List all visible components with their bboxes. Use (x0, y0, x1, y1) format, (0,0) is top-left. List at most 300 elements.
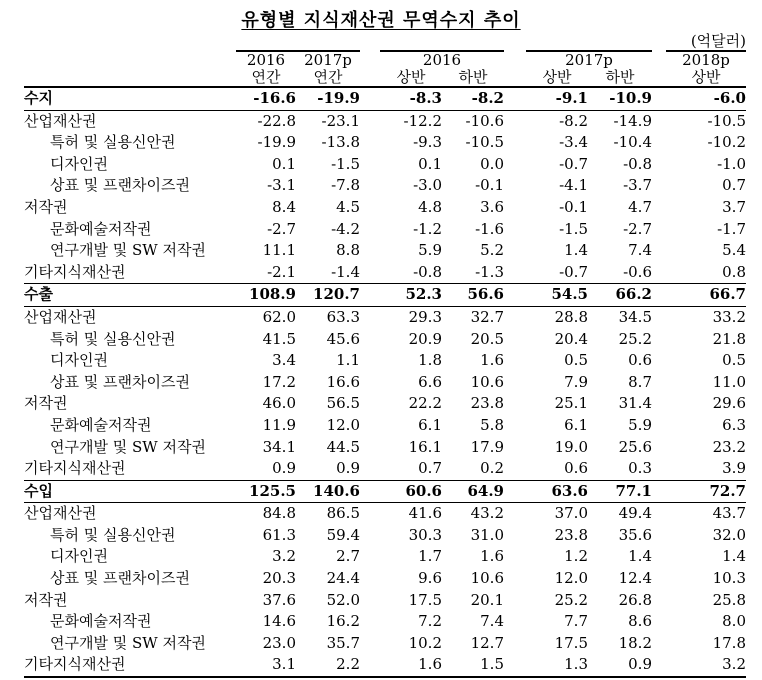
spacer-cell (360, 372, 380, 394)
value-cell: 11.1 (262, 241, 296, 260)
value-cell: 12.4 (618, 569, 652, 588)
value-cell: -1.5 (331, 154, 360, 173)
row-label: 디자인권 (50, 351, 108, 370)
row-label: 연구개발 및 SW 저작권 (50, 437, 206, 456)
value-cell: 5.9 (418, 241, 442, 260)
value-cell: 44.5 (326, 437, 360, 456)
spacer-cell (652, 262, 666, 284)
value-cell: 2.7 (336, 547, 360, 566)
row-label: 문화예술저작권 (50, 415, 152, 434)
spacer-cell (504, 329, 526, 351)
value-cell: -14.9 (613, 111, 652, 130)
spacer-cell (504, 458, 526, 480)
value-cell: 4.7 (628, 197, 652, 216)
value-cell: 11.0 (712, 372, 746, 391)
value-cell: 24.4 (326, 569, 360, 588)
value-cell: -10.6 (465, 111, 504, 130)
value-cell: 64.9 (442, 480, 504, 503)
value-cell: -7.8 (331, 176, 360, 195)
total-row (24, 87, 746, 110)
header-year: 2017p (296, 51, 360, 69)
value-cell: 125.5 (236, 480, 296, 503)
value-cell: 7.9 (564, 372, 588, 391)
value-cell: -1.0 (717, 154, 746, 173)
value-cell: 12.0 (326, 415, 360, 434)
spacer-cell (504, 219, 526, 241)
table-row (24, 175, 746, 197)
table-row (24, 240, 746, 262)
value-cell: 7.7 (564, 612, 588, 631)
value-cell: 1.5 (442, 654, 504, 677)
value-cell: 29.6 (712, 394, 746, 413)
spacer-cell (360, 654, 380, 677)
value-cell: 12.0 (554, 569, 588, 588)
value-cell: 1.8 (418, 351, 442, 370)
row-label: 저작권 (24, 590, 68, 609)
value-cell: 20.3 (262, 569, 296, 588)
table-row (24, 437, 746, 459)
value-cell: 1.4 (722, 547, 746, 566)
table-row (24, 262, 746, 284)
spacer-cell (360, 437, 380, 459)
row-label: 기타지식재산권 (24, 262, 126, 281)
spacer-cell (652, 197, 666, 219)
row-label: 수입 (24, 480, 236, 503)
spacer-cell (504, 654, 526, 677)
header-period-row (24, 69, 746, 87)
value-cell: 41.5 (262, 329, 296, 348)
spacer-cell (652, 525, 666, 547)
value-cell: 41.6 (408, 504, 442, 523)
row-label: 연구개발 및 SW 저작권 (50, 633, 206, 652)
value-cell: 0.7 (418, 459, 442, 478)
value-cell: 33.2 (712, 307, 746, 326)
total-row (24, 480, 746, 503)
spacer-cell (504, 175, 526, 197)
value-cell: 0.6 (628, 351, 652, 370)
value-cell: 1.6 (380, 654, 442, 677)
spacer-cell (504, 350, 526, 372)
value-cell: 63.3 (326, 307, 360, 326)
value-cell: 0.9 (272, 459, 296, 478)
value-cell: 4.5 (336, 197, 360, 216)
spacer-cell (652, 393, 666, 415)
table-row (24, 590, 746, 612)
spacer-cell (652, 633, 666, 655)
header-period: 연간 (296, 69, 360, 87)
value-cell: 54.5 (526, 284, 588, 307)
value-cell: 32.7 (470, 307, 504, 326)
value-cell: 23.0 (262, 633, 296, 652)
table-row (24, 372, 746, 394)
value-cell: 43.2 (470, 504, 504, 523)
spacer-cell (652, 219, 666, 241)
row-label: 상표 및 프랜차이즈권 (50, 569, 190, 588)
value-cell: 1.6 (480, 547, 504, 566)
spacer-cell (652, 415, 666, 437)
spacer-cell (360, 525, 380, 547)
value-cell: -9.1 (526, 87, 588, 110)
value-cell: 108.9 (236, 284, 296, 307)
value-cell: -0.8 (413, 262, 442, 281)
value-cell: 8.8 (336, 241, 360, 260)
spacer-cell (652, 503, 666, 525)
spacer-cell (504, 611, 526, 633)
value-cell: 0.9 (336, 459, 360, 478)
header-year: 2017p (526, 51, 652, 69)
value-cell: -3.7 (623, 176, 652, 195)
value-cell: 16.1 (408, 437, 442, 456)
spacer-cell (360, 306, 380, 328)
row-label: 특허 및 실용신안권 (50, 525, 176, 544)
spacer-cell (652, 284, 666, 307)
value-cell: 22.2 (408, 394, 442, 413)
table-row (24, 458, 746, 480)
spacer-cell (652, 437, 666, 459)
value-cell: 16.6 (326, 372, 360, 391)
table-row (24, 525, 746, 547)
value-cell: 0.9 (588, 654, 652, 677)
value-cell: 17.2 (262, 372, 296, 391)
row-label: 수지 (24, 87, 236, 110)
spacer-cell (504, 132, 526, 154)
value-cell: 1.1 (336, 351, 360, 370)
value-cell: 20.5 (470, 329, 504, 348)
spacer-cell (504, 372, 526, 394)
value-cell: -8.2 (559, 111, 588, 130)
header-period: 하반 (588, 69, 652, 87)
value-cell: 11.9 (262, 415, 296, 434)
value-cell: 52.0 (326, 590, 360, 609)
spacer-cell (360, 568, 380, 590)
value-cell: -10.4 (613, 133, 652, 152)
value-cell: -8.2 (442, 87, 504, 110)
value-cell: -2.7 (267, 219, 296, 238)
value-cell: 5.4 (722, 241, 746, 260)
value-cell: 1.4 (564, 241, 588, 260)
spacer-cell (360, 197, 380, 219)
value-cell: -23.1 (321, 111, 360, 130)
table-row (24, 611, 746, 633)
spacer-cell (652, 654, 666, 677)
spacer-cell (652, 306, 666, 328)
value-cell: -0.1 (559, 197, 588, 216)
value-cell: 34.1 (262, 437, 296, 456)
spacer-cell (360, 262, 380, 284)
unit-label: (억달러) (690, 32, 746, 50)
row-label: 연구개발 및 SW 저작권 (50, 241, 206, 260)
value-cell: -16.6 (236, 87, 296, 110)
header-year: 2016 (380, 51, 504, 69)
row-label: 기타지식재산권 (24, 654, 236, 677)
value-cell: -0.7 (559, 154, 588, 173)
value-cell: 10.6 (470, 569, 504, 588)
value-cell: 1.6 (480, 351, 504, 370)
row-label: 상표 및 프랜차이즈권 (50, 372, 190, 391)
value-cell: -3.1 (267, 176, 296, 195)
value-cell: 1.2 (564, 547, 588, 566)
value-cell: 10.6 (470, 372, 504, 391)
value-cell: 26.8 (618, 590, 652, 609)
value-cell: 56.6 (442, 284, 504, 307)
value-cell: 6.6 (418, 372, 442, 391)
value-cell: 0.8 (722, 262, 746, 281)
value-cell: 8.4 (272, 197, 296, 216)
value-cell: 3.4 (272, 351, 296, 370)
value-cell: 1.3 (526, 654, 588, 677)
row-label: 저작권 (24, 197, 68, 216)
spacer-cell (652, 329, 666, 351)
value-cell: 46.0 (262, 394, 296, 413)
value-cell: 23.8 (470, 394, 504, 413)
value-cell: -3.0 (413, 176, 442, 195)
row-label: 상표 및 프랜차이즈권 (50, 176, 190, 195)
value-cell: 8.0 (722, 612, 746, 631)
spacer-cell (504, 284, 526, 307)
value-cell: 23.8 (554, 525, 588, 544)
spacer-cell (504, 633, 526, 655)
spacer-cell (652, 350, 666, 372)
spacer-cell (360, 480, 380, 503)
value-cell: 0.1 (418, 154, 442, 173)
header-year: 2018p (666, 51, 746, 69)
value-cell: -6.0 (666, 87, 746, 110)
value-cell: 59.4 (326, 525, 360, 544)
value-cell: 19.0 (554, 437, 588, 456)
value-cell: 25.2 (554, 590, 588, 609)
value-cell: 0.3 (628, 459, 652, 478)
value-cell: 5.8 (480, 415, 504, 434)
value-cell: 6.1 (564, 415, 588, 434)
value-cell: -0.8 (623, 154, 652, 173)
value-cell: 31.0 (470, 525, 504, 544)
value-cell: 30.3 (408, 525, 442, 544)
spacer-cell (652, 458, 666, 480)
value-cell: 3.2 (666, 654, 746, 677)
table-row (24, 568, 746, 590)
value-cell: 28.8 (554, 307, 588, 326)
row-label: 디자인권 (50, 547, 108, 566)
value-cell: 8.7 (628, 372, 652, 391)
value-cell: 66.2 (588, 284, 652, 307)
spacer-cell (652, 87, 666, 110)
value-cell: -1.3 (475, 262, 504, 281)
value-cell: -1.7 (717, 219, 746, 238)
spacer-cell (504, 568, 526, 590)
value-cell: 6.1 (418, 415, 442, 434)
value-cell: 25.8 (712, 590, 746, 609)
value-cell: 10.2 (408, 633, 442, 652)
value-cell: 5.2 (480, 241, 504, 260)
spacer-cell (504, 306, 526, 328)
value-cell: 0.6 (564, 459, 588, 478)
value-cell: 17.5 (408, 590, 442, 609)
value-cell: 5.9 (628, 415, 652, 434)
value-cell: -2.1 (267, 262, 296, 281)
value-cell: 52.3 (380, 284, 442, 307)
row-label: 산업재산권 (24, 307, 97, 326)
value-cell: 0.5 (564, 351, 588, 370)
header-period: 상반 (666, 69, 746, 87)
value-cell: -1.2 (413, 219, 442, 238)
value-cell: 2.2 (296, 654, 360, 677)
value-cell: 0.7 (722, 176, 746, 195)
value-cell: 25.1 (554, 394, 588, 413)
value-cell: 66.7 (666, 284, 746, 307)
spacer-cell (360, 415, 380, 437)
value-cell: 0.0 (480, 154, 504, 173)
value-cell: 3.7 (722, 197, 746, 216)
spacer-cell (360, 590, 380, 612)
table-row (24, 197, 746, 219)
table-row (24, 350, 746, 372)
value-cell: 0.1 (272, 154, 296, 173)
value-cell: -9.3 (413, 133, 442, 152)
spacer-cell (504, 262, 526, 284)
spacer-cell (504, 240, 526, 262)
value-cell: 43.7 (712, 504, 746, 523)
value-cell: 84.8 (262, 504, 296, 523)
value-cell: 23.2 (712, 437, 746, 456)
value-cell: 37.6 (262, 590, 296, 609)
spacer-cell (504, 546, 526, 568)
spacer-cell (652, 611, 666, 633)
value-cell: 37.0 (554, 504, 588, 523)
total-row (24, 284, 746, 307)
value-cell: 4.8 (418, 197, 442, 216)
value-cell: 10.3 (712, 569, 746, 588)
value-cell: 77.1 (588, 480, 652, 503)
row-label: 산업재산권 (24, 111, 97, 130)
row-label: 디자인권 (50, 154, 108, 173)
value-cell: -12.2 (403, 111, 442, 130)
table-row (24, 546, 746, 568)
value-cell: -1.5 (559, 219, 588, 238)
value-cell: 35.6 (618, 525, 652, 544)
value-cell: 14.6 (262, 612, 296, 631)
value-cell: 12.7 (470, 633, 504, 652)
table-row (24, 393, 746, 415)
row-label: 저작권 (24, 394, 68, 413)
value-cell: -10.5 (465, 133, 504, 152)
value-cell: 56.5 (326, 394, 360, 413)
value-cell: -13.8 (321, 133, 360, 152)
value-cell: 6.3 (722, 415, 746, 434)
spacer-cell (360, 87, 380, 110)
spacer-cell (360, 175, 380, 197)
table-row (24, 154, 746, 176)
header-period: 상반 (380, 69, 442, 87)
value-cell: 0.2 (480, 459, 504, 478)
spacer-cell (504, 110, 526, 132)
value-cell: 31.4 (618, 394, 652, 413)
spacer-cell (652, 480, 666, 503)
value-cell: 140.6 (296, 480, 360, 503)
value-cell: 1.7 (418, 547, 442, 566)
value-cell: 9.6 (418, 569, 442, 588)
spacer-cell (652, 590, 666, 612)
spacer-cell (652, 132, 666, 154)
value-cell: -0.6 (623, 262, 652, 281)
spacer-cell (360, 154, 380, 176)
value-cell: -19.9 (296, 87, 360, 110)
row-label: 문화예술저작권 (50, 219, 152, 238)
value-cell: 62.0 (262, 307, 296, 326)
spacer-cell (652, 372, 666, 394)
spacer-cell (652, 154, 666, 176)
spacer-cell (652, 240, 666, 262)
value-cell: -19.9 (257, 133, 296, 152)
spacer-cell (504, 415, 526, 437)
value-cell: 16.2 (326, 612, 360, 631)
spacer-cell (504, 154, 526, 176)
spacer-cell (360, 110, 380, 132)
spacer-cell (504, 525, 526, 547)
document-title: 유형별 지식재산권 무역수지 추이 (241, 10, 521, 31)
value-cell: 3.1 (236, 654, 296, 677)
spacer-cell (360, 611, 380, 633)
value-cell: 35.7 (326, 633, 360, 652)
spacer-cell (360, 503, 380, 525)
value-cell: 0.5 (722, 351, 746, 370)
spacer-cell (652, 546, 666, 568)
table-row (24, 132, 746, 154)
value-cell: 49.4 (618, 504, 652, 523)
value-cell: 20.9 (408, 329, 442, 348)
value-cell: 25.6 (618, 437, 652, 456)
value-cell: 86.5 (326, 504, 360, 523)
value-cell: -1.6 (475, 219, 504, 238)
value-cell: 18.2 (618, 633, 652, 652)
row-label: 특허 및 실용신안권 (50, 329, 176, 348)
value-cell: 72.7 (666, 480, 746, 503)
value-cell: 7.4 (628, 241, 652, 260)
value-cell: -1.4 (331, 262, 360, 281)
table-row (24, 110, 746, 132)
value-cell: 17.8 (712, 633, 746, 652)
spacer-cell (504, 393, 526, 415)
value-cell: 20.1 (470, 590, 504, 609)
value-cell: 32.0 (712, 525, 746, 544)
row-label: 기타지식재산권 (24, 459, 126, 478)
value-cell: 7.4 (480, 612, 504, 631)
value-cell: 29.3 (408, 307, 442, 326)
value-cell: 120.7 (296, 284, 360, 307)
row-label: 문화예술저작권 (50, 612, 152, 631)
spacer-cell (360, 633, 380, 655)
value-cell: 61.3 (262, 525, 296, 544)
value-cell: -0.7 (559, 262, 588, 281)
value-cell: 3.2 (272, 547, 296, 566)
value-cell: -22.8 (257, 111, 296, 130)
value-cell: -10.9 (588, 87, 652, 110)
value-cell: 21.8 (712, 329, 746, 348)
spacer-cell (504, 480, 526, 503)
spacer-cell (360, 393, 380, 415)
value-cell: 17.9 (470, 437, 504, 456)
spacer-cell (652, 175, 666, 197)
value-cell: -4.2 (331, 219, 360, 238)
table-row (24, 415, 746, 437)
value-cell: 8.6 (628, 612, 652, 631)
row-label: 수출 (24, 284, 236, 307)
trade-balance-table (24, 50, 746, 678)
value-cell: 60.6 (380, 480, 442, 503)
value-cell: -3.4 (559, 133, 588, 152)
spacer-cell (360, 350, 380, 372)
value-cell: 17.5 (554, 633, 588, 652)
value-cell: -0.1 (475, 176, 504, 195)
